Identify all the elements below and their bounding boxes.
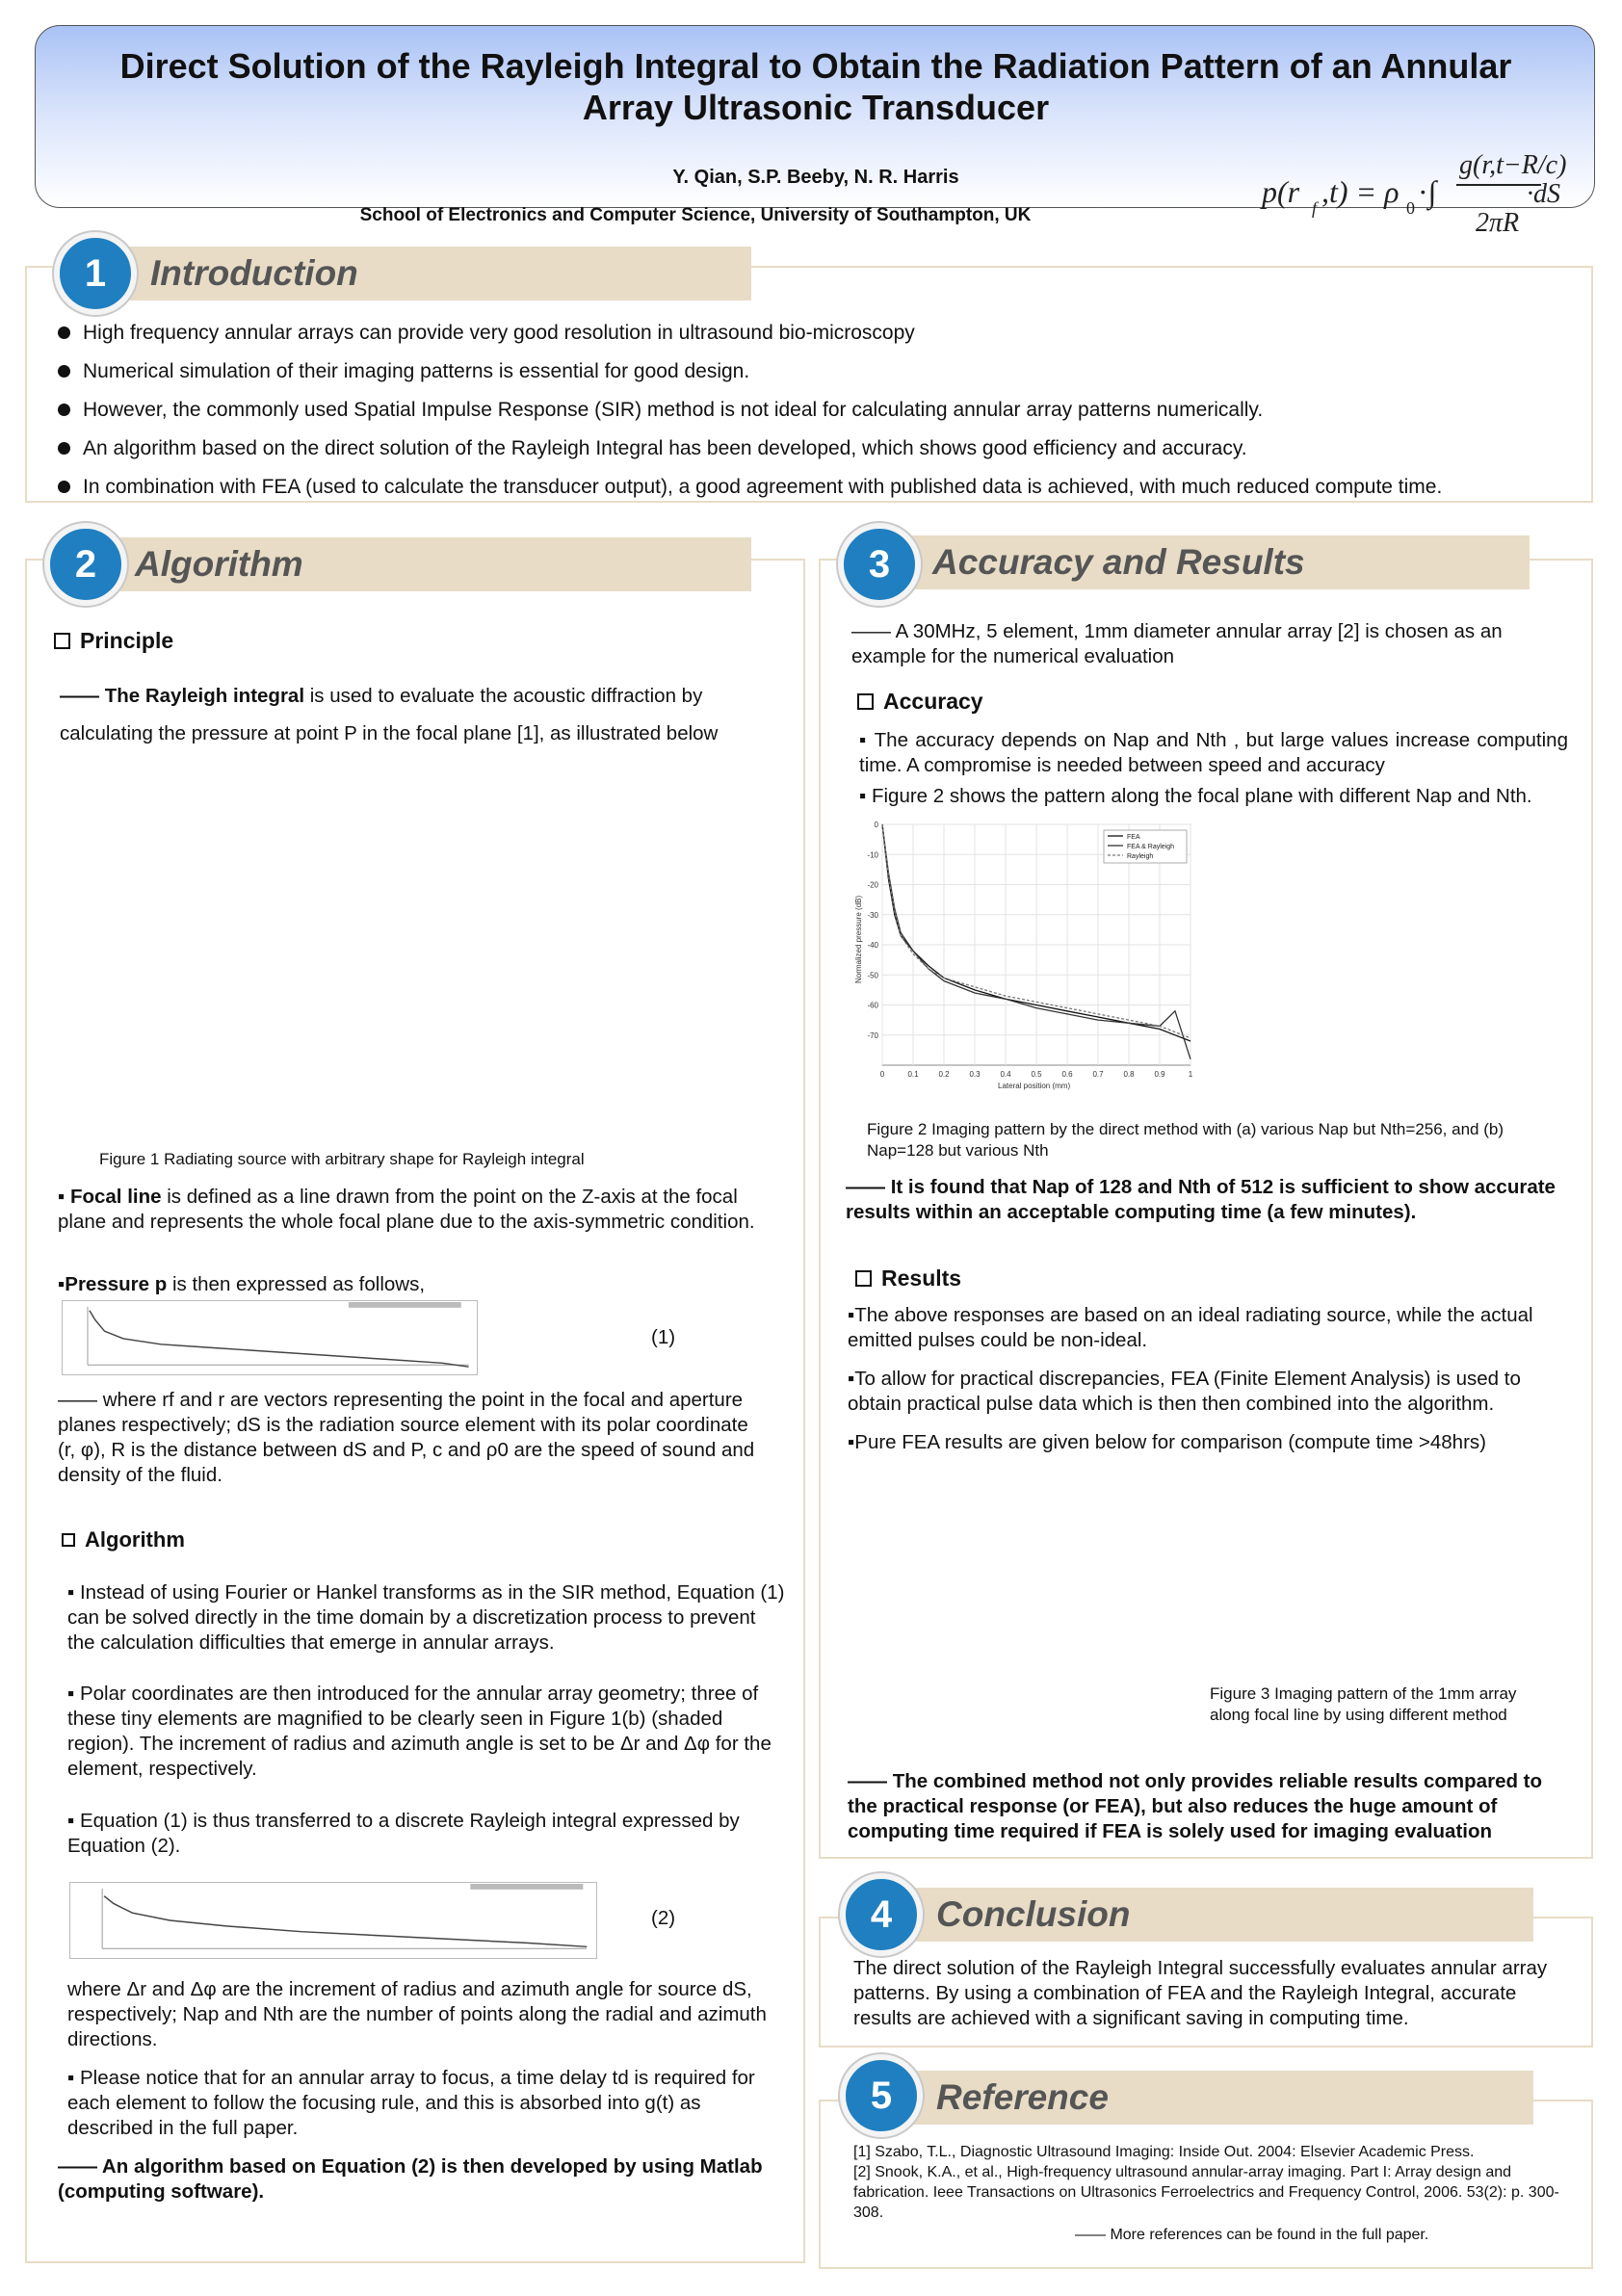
legend-entry: FEA & Rayleigh <box>1127 844 1175 850</box>
poster-title: Direct Solution of the Rayleigh Integral to Obtain the Radiation Pattern of an Annular Array Ultrasonic Transducer <box>119 46 1512 127</box>
accuracy-finding: —— It is found that Nap of 128 and Nth of 512 is sufficient to show accurate results within an acceptable computing time (a few minutes). <box>846 1176 1556 1223</box>
rayleigh-formula-graphic <box>1252 135 1567 250</box>
y-tick-label: -20 <box>867 880 878 890</box>
list-item: However, the commonly used Spatial Impulse Response (SIR) method is not ideal for calculating annular array patterns numerically. <box>54 391 1585 430</box>
results-number-badge: 3 <box>838 523 921 606</box>
intro-bullet-list <box>54 314 1585 507</box>
reference-title: Reference <box>936 2077 1109 2117</box>
results-heading: Results <box>855 1265 961 1292</box>
equation-1-image <box>62 1300 478 1375</box>
pressure-paragraph: ▪Pressure p is then expressed as follows, <box>58 1273 426 1295</box>
checkbox-icon <box>54 633 70 649</box>
checkbox-icon <box>857 693 874 710</box>
y-axis-label: Normalized pressure (dB) <box>854 895 863 983</box>
y-tick-label: -40 <box>867 941 878 950</box>
svg-text:·dS: ·dS <box>1527 179 1560 209</box>
svg-text:2πR: 2πR <box>1476 208 1520 238</box>
accuracy-heading: Accuracy <box>857 689 983 715</box>
equation-1-label: (1) <box>651 1326 676 1348</box>
x-tick-label: 0.1 <box>907 1070 919 1079</box>
x-tick-label: 0.2 <box>938 1070 950 1079</box>
results-paragraph-2: ▪To allow for practical discrepancies, FEA (Finite Element Analysis) is used to obtain practical pulse data which is then then combined into the algorithm. <box>848 1368 1521 1415</box>
list-item: An algorithm based on the direct solution of the Rayleigh Integral has been developed, which shows good efficiency and accuracy. <box>54 430 1585 468</box>
x-tick-label: 0.3 <box>969 1070 981 1079</box>
svg-text:0: 0 <box>1406 198 1415 218</box>
equation-2-image <box>69 1882 597 1959</box>
affiliation: School of Electronics and Computer Science, University of Southampton, UK <box>359 205 1032 225</box>
principle-heading: Principle <box>54 628 173 654</box>
y-tick-label: -60 <box>867 1001 878 1010</box>
algorithm-paragraph-2: ▪ Polar coordinates are then introduced for the annular array geometry; three of these tiny elements are magnified to be clearly seen in Figure 1(b) (shaded region). The increment of radius and azimuth angle is set to be Δr and Δφ for the element, respectively. <box>67 1683 772 1780</box>
x-tick-label: 0 <box>879 1070 885 1079</box>
results-title: Accuracy and Results <box>932 542 1305 582</box>
accuracy-paragraph-2: ▪ Figure 2 shows the pattern along the focal plane with different Nap and Nth. <box>859 785 1532 807</box>
where-paragraph-2: where Δr and Δφ are the increment of radius and azimuth angle for source dS, respectively; Nap and Nth are the number of points along the radial and azimuth directions. <box>67 1978 767 2050</box>
conclusion-header-band <box>878 1888 1533 1942</box>
x-tick-label: 0.6 <box>1061 1070 1073 1079</box>
focal-line-paragraph: ▪ Focal line is defined as a line drawn from the point on the Z-axis at the focal plane and represents the whole focal plane due to the axis-symmetric condition. <box>58 1186 755 1233</box>
list-item: High frequency annular arrays can provide very good resolution in ultrasound bio-microscopy <box>54 314 1585 352</box>
intro-header-band <box>106 247 751 300</box>
x-tick-label: 0.7 <box>1092 1070 1104 1079</box>
conclusion-number-badge: 4 <box>840 1873 923 1956</box>
y-tick-label: -70 <box>867 1031 878 1040</box>
checkbox-icon <box>62 1533 75 1547</box>
results-header-band <box>878 535 1530 589</box>
accuracy-paragraph-1: ▪ The accuracy depends on Nap and Nth , but large values increase computing time. A compromise is needed between speed and accuracy <box>859 729 1568 776</box>
results-paragraph-3: ▪Pure FEA results are given below for comparison (compute time >48hrs) <box>848 1431 1486 1453</box>
authors: Y. Qian, S.P. Beeby, N. R. Harris <box>672 167 959 188</box>
reference-number-badge: 5 <box>840 2054 923 2137</box>
y-tick-label: -10 <box>867 850 878 860</box>
list-item: In combination with FEA (used to calculate the transducer output), a good agreement with published data is achieved, with much reduced compute time. <box>54 468 1585 507</box>
list-item: Numerical simulation of their imaging patterns is essential for good design. <box>54 352 1585 391</box>
x-tick-label: 0.8 <box>1123 1070 1135 1079</box>
algorithm-title: Algorithm <box>135 544 303 584</box>
where-paragraph-1: —— where rf and r are vectors representing the point in the focal and aperture planes respectively; dS is the radiation source element with its polar coordinate (r, φ), R is the distance between dS and P, c and ρ0 are the speed of sound and density of the fluid. <box>58 1389 755 1486</box>
reference-2: [2] Snook, K.A., et al., High-frequency ultrasound annular-array imaging. Part I: Array design and fabrication. Ieee Transactions on Ultrasonics Ferroelectrics and Frequency Control, 2006. 53(2): p. 300-308. <box>853 2164 1559 2221</box>
x-tick-label: 0.5 <box>1031 1070 1042 1079</box>
algorithm-number-badge: 2 <box>44 523 127 606</box>
algorithm-paragraph-1: ▪ Instead of using Fourier or Hankel transforms as in the SIR method, Equation (1) can be solved directly in the time domain by a discretization process to prevent the calculation difficulties that emerge in annular arrays. <box>67 1581 785 1654</box>
algorithm-conclusion: —— An algorithm based on Equation (2) is then developed by using Matlab (computing software). <box>58 2155 763 2203</box>
reference-1: [1] Szabo, T.L., Diagnostic Ultrasound Imaging: Inside Out. 2004: Elsevier Academic Press. <box>853 2144 1475 2160</box>
svg-text:p(r: p(r <box>1262 174 1300 209</box>
figure-2-caption: Figure 2 Imaging pattern by the direct method with (a) various Nap but Nth=256, and (b) Nap=128 but various Nth <box>867 1120 1504 1160</box>
legend-entry: FEA <box>1127 834 1140 841</box>
y-tick-label: -30 <box>867 910 878 920</box>
svg-text:·∫: ·∫ <box>1418 174 1437 209</box>
intro-title: Introduction <box>150 253 358 293</box>
intro-number-badge: 1 <box>54 232 137 315</box>
algorithm-paragraph-3: ▪ Equation (1) is thus transferred to a discrete Rayleigh integral expressed by Equation (2). <box>67 1810 740 1857</box>
algorithm-header-band <box>87 537 751 591</box>
results-intro: —— A 30MHz, 5 element, 1mm diameter annular array [2] is chosen as an example for the numerical evaluation <box>851 620 1503 667</box>
conclusion-title: Conclusion <box>936 1894 1131 1934</box>
y-tick-label: -50 <box>867 971 878 980</box>
conclusion-text: The direct solution of the Rayleigh Integral successfully evaluates annular array patterns. By using a combination of FEA and the Rayleigh Integral, accurate results are achieved with a significant saving in computing time. <box>853 1957 1548 2029</box>
x-tick-label: 0.9 <box>1154 1070 1165 1079</box>
figure-1-caption: Figure 1 Radiating source with arbitrary shape for Rayleigh integral <box>99 1150 585 1168</box>
figure-3-caption: Figure 3 Imaging pattern of the 1mm array along focal line by using different method <box>1210 1684 1517 1724</box>
legend-entry: Rayleigh <box>1127 853 1154 860</box>
equation-2-label: (2) <box>651 1907 676 1929</box>
reference-more: —— More references can be found in the full paper. <box>1075 2227 1429 2243</box>
reference-header-band <box>878 2071 1533 2125</box>
figure-2-chart <box>853 817 1200 1096</box>
svg-text:f: f <box>1312 198 1318 218</box>
x-tick-label: 0.4 <box>1000 1070 1011 1079</box>
svg-text:,t) = ρ: ,t) = ρ <box>1321 174 1400 209</box>
y-tick-label: 0 <box>874 821 878 829</box>
notice-paragraph: ▪ Please notice that for an annular array to focus, a time delay td is required for each element to follow the focusing rule, and this is absorbed into g(t) as described in the full paper. <box>67 2067 755 2139</box>
algorithm-subheading: Algorithm <box>62 1527 185 1552</box>
principle-paragraph: —— The Rayleigh integral is used to evaluate the acoustic diffraction by calculating the pressure at point P in the focal plane [1], as illustrated below <box>60 685 719 744</box>
results-conclusion: —— The combined method not only provides reliable results compared to the practical response (or FEA), but also reduces the huge amount of computing time required if FEA is solely used for imaging evaluation <box>848 1770 1543 1842</box>
checkbox-icon <box>855 1270 872 1287</box>
results-paragraph-1: ▪The above responses are based on an ideal radiating source, while the actual emitted pulses could be non-ideal. <box>848 1304 1533 1351</box>
x-tick-label: 1 <box>1188 1070 1193 1079</box>
x-axis-label: Lateral position (mm) <box>998 1082 1071 1090</box>
svg-text:g(r,t−R/c): g(r,t−R/c) <box>1459 150 1567 180</box>
